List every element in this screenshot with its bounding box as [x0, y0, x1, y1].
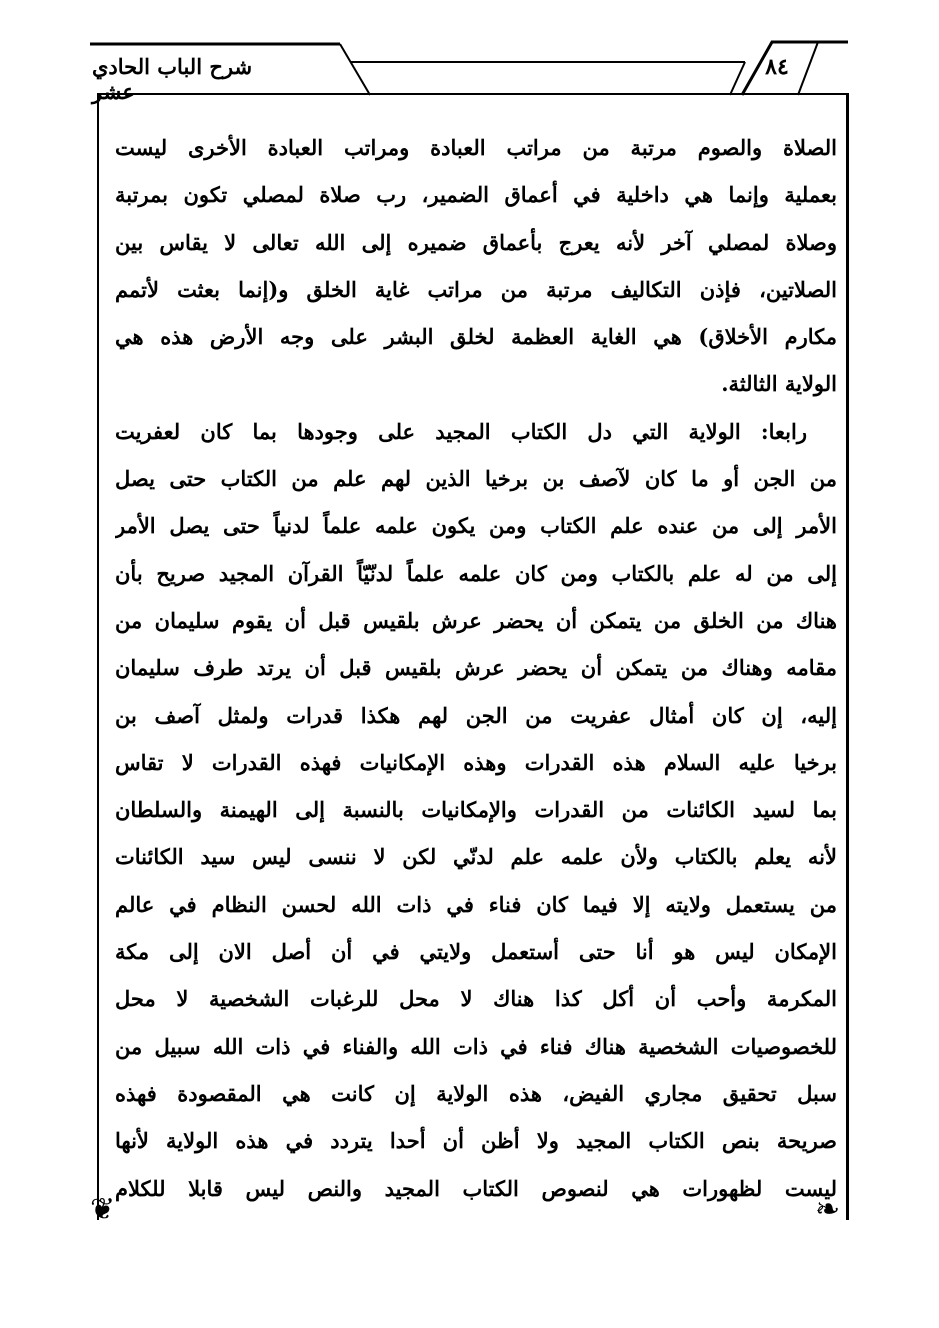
- text-line: برخيا عليه السلام هذه القدرات وهذه الإمكانيات فهذه القدرات لا تقاس: [115, 749, 837, 775]
- text-line: إليه، إن كان أمثال عفريت من الجن لهم هكذا قدرات ولمثل آصف بن: [115, 702, 837, 728]
- text-line: المكرمة وأحب أن أكل كذا هناك لا محل للرغبات الشخصية لا محل: [115, 986, 837, 1012]
- text-line: رابعا: الولاية التي دل الكتاب المجيد على وجودها بما كان لعفريت: [115, 418, 807, 444]
- text-line: الولاية الثالثة.: [721, 371, 837, 397]
- corner-ornament-right-icon: ❧: [815, 1192, 841, 1227]
- text-line: ليست لظهورات هي لنصوص الكتاب المجيد والنص ليس قابلا للكلام: [115, 1175, 837, 1201]
- text-line: من الجن أو ما كان لآصف بن برخيا الذين لهم علم من الكتاب حتى يصل: [115, 466, 837, 492]
- page-number: ٨٤: [765, 54, 789, 80]
- body-text: [115, 124, 837, 1212]
- text-line: إلى من له علم بالكتاب ومن كان علمه علماً لدنّيّاً القرآن المجيد صريح بأن: [115, 560, 837, 586]
- text-line: بما لسيد الكائنات من القدرات والإمكانيات بالنسبة إلى الهيمنة والسلطان: [115, 797, 837, 823]
- text-line: للخصوصيات الشخصية هناك فناء في ذات الله والفناء في ذات الله سبيل من: [115, 1033, 837, 1059]
- text-line: الصلاة والصوم مرتبة من مراتب العبادة ومراتب العبادة الأخرى ليست: [115, 135, 837, 160]
- text-line: مكارم الأخلاق) هي الغاية العظمة لخلق البشر على وجه الأرض هذه هي: [115, 324, 837, 350]
- text-line: سبل تحقيق مجاري الفيض، هذه الولاية إن كانت هي المقصودة فهذه: [115, 1080, 837, 1106]
- text-line: هناك من الخلق من يتمكن أن يحضر عرش بلقيس قبل أن يقوم سليمان من: [115, 607, 837, 633]
- text-line: الصلاتين، فإذن التكاليف مرتبة من مراتب غاية الخلق و(إنما بعثت لأتمم: [115, 276, 837, 302]
- text-line: بعملية وإنما هي داخلية في أعماق الضمير، رب صلاة لمصلي تكون بمرتبة: [115, 182, 837, 208]
- text-line: لأنه يعلم بالكتاب ولأن علمه علم لدنّي لكن لا ننسى ليس سيد الكائنات: [115, 844, 837, 870]
- text-line: صريحة بنص الكتاب المجيد ولا أظن أن أحدا يتردد في هذه الولاية لأنها: [115, 1128, 837, 1154]
- corner-ornament-left-icon: ❦: [90, 1192, 116, 1227]
- text-line: الإمكان ليس هو أنا حتى أستعمل ولايتي في أن أصل الان إلى مكة: [115, 939, 837, 965]
- text-line: من يستعمل ولايته إلا فيما كان فناء في ذات الله لحسن النظام في عالم: [115, 891, 837, 917]
- text-line: مقامه وهناك من يتمكن أن يحضر عرش بلقيس قبل أن يرتد طرف سليمان: [115, 655, 837, 681]
- text-line: وصلاة لمصلي آخر لأنه يعرج بأعماق ضميره إلى الله تعالى لا يقاس بين: [115, 229, 837, 255]
- running-title: شرح الباب الحادي عشر: [92, 54, 253, 104]
- text-line: الأمر إلى من عنده علم الكتاب ومن يكون علمه علماً لدنياً حتى يصل الأمر: [115, 513, 837, 539]
